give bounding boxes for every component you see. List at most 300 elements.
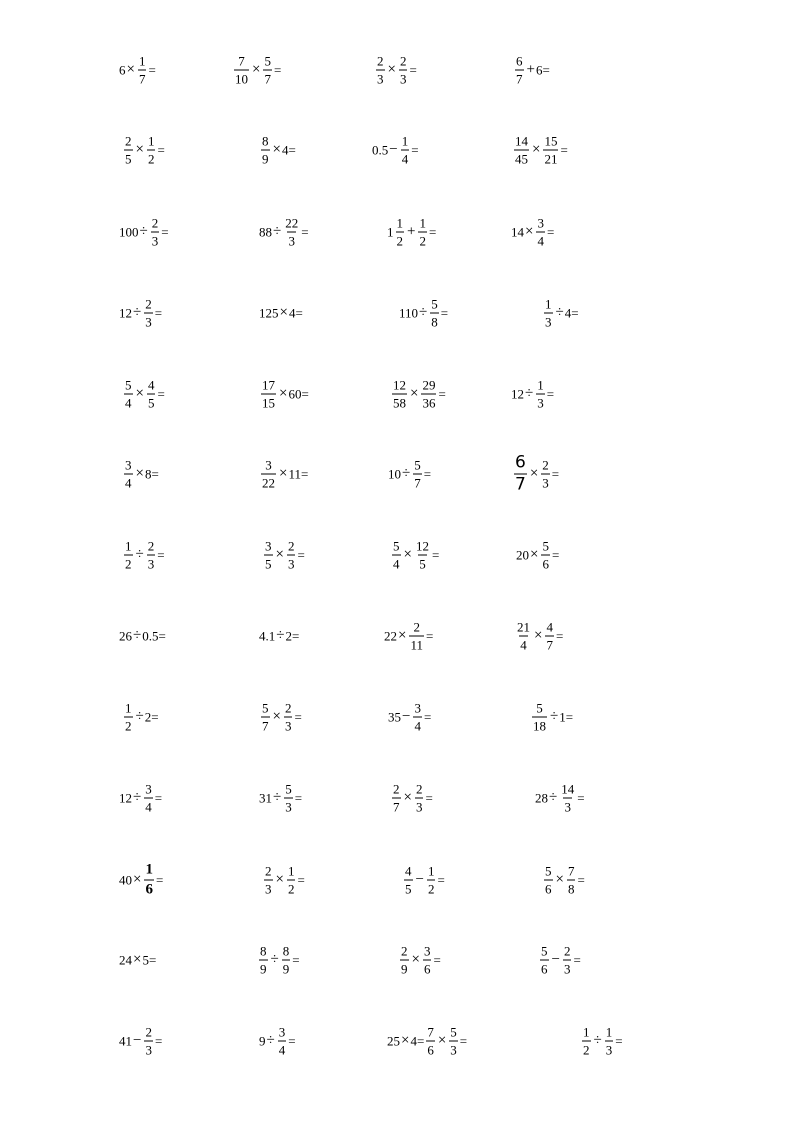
term: =	[426, 628, 434, 644]
denominator: 6	[545, 881, 552, 897]
denominator: 2	[125, 556, 132, 572]
denominator: 4	[520, 637, 527, 653]
denominator: 4	[393, 556, 400, 572]
operator: ×	[279, 304, 288, 321]
denominator: 3	[151, 233, 159, 249]
denominator: 7	[516, 71, 523, 87]
numerator: 3	[125, 457, 132, 473]
denominator: 2	[125, 718, 132, 734]
term: 5=	[142, 952, 157, 968]
numerator: 1	[537, 377, 544, 393]
term: =	[157, 547, 165, 563]
problem-r6-c3	[388, 459, 431, 490]
problem-r10-c4	[535, 783, 585, 814]
denominator: 3	[145, 1042, 152, 1058]
operator: ÷	[419, 304, 428, 321]
term: =	[555, 628, 564, 644]
fraction	[404, 865, 413, 896]
fraction	[544, 865, 553, 896]
denominator: 10	[235, 71, 248, 87]
problem-r8-c1	[119, 629, 166, 644]
denominator: 36	[422, 395, 436, 411]
problem-r2-c1	[122, 135, 165, 166]
term: =	[297, 547, 305, 563]
denominator: 4	[401, 151, 409, 167]
problem-r2-c4	[512, 135, 568, 166]
operator: ÷	[273, 789, 282, 806]
fraction	[261, 379, 276, 410]
term: =	[438, 386, 446, 402]
term: 4=	[281, 142, 296, 158]
operator: ×	[252, 61, 261, 78]
problem-r4-c4	[542, 298, 579, 329]
operator: ×	[133, 871, 142, 888]
operator: ÷	[135, 546, 144, 563]
operator: ×	[411, 951, 420, 968]
problem-r9-c1	[122, 702, 159, 733]
numerator: 14	[515, 133, 528, 149]
term: 12	[511, 386, 524, 402]
fraction	[392, 540, 401, 571]
operator: ÷	[273, 223, 282, 240]
problem-r7-c2	[262, 540, 305, 571]
problem-r6-c1	[122, 459, 159, 490]
problem-r8-c3	[384, 621, 433, 652]
term: =	[577, 872, 585, 888]
problem-r5-c1	[122, 379, 165, 410]
problem-r8-c4	[514, 621, 563, 652]
operator: −	[551, 951, 560, 968]
fraction	[415, 783, 424, 814]
denominator: 3	[542, 475, 549, 491]
term: =	[292, 952, 300, 968]
operator: ×	[525, 223, 534, 240]
numerator: 1	[605, 1024, 613, 1040]
problem-r6-c4	[512, 452, 560, 495]
denominator: 9	[260, 961, 267, 977]
term: 2=	[285, 628, 300, 644]
numerator: 1	[419, 215, 426, 231]
denominator: 3	[285, 799, 292, 815]
fraction	[124, 135, 133, 166]
numerator: 2	[377, 53, 384, 69]
operator: ÷	[133, 304, 142, 321]
denominator: 7	[138, 71, 146, 87]
problem-r4-c3	[399, 298, 448, 329]
term: =	[294, 709, 302, 725]
denominator: 2	[396, 233, 403, 249]
denominator: 9	[282, 961, 290, 977]
problem-r12-c3	[398, 945, 441, 976]
operator: +	[407, 223, 416, 240]
numerator: 5	[262, 700, 269, 716]
problem-r5-c3	[390, 379, 446, 410]
fraction	[541, 540, 550, 571]
operator: ×	[279, 385, 288, 402]
denominator: 4	[414, 718, 421, 734]
numerator: 8	[260, 943, 267, 959]
term: 2=	[144, 709, 159, 725]
problem-r11-c4	[542, 865, 585, 896]
numerator: 1	[145, 861, 153, 878]
denominator: 2	[427, 881, 435, 897]
numerator: 12	[415, 538, 429, 554]
problem-r2-c2	[259, 135, 296, 166]
fraction	[543, 135, 558, 166]
term: =	[411, 142, 419, 158]
term: =	[288, 1033, 296, 1049]
fraction	[426, 1026, 435, 1057]
term: =	[273, 62, 282, 78]
numerator: 1	[138, 53, 146, 69]
denominator: 6	[145, 881, 153, 898]
denominator: 7	[264, 71, 271, 87]
operator: ×	[403, 546, 412, 563]
denominator: 4	[278, 1042, 286, 1058]
numerator: 2	[563, 943, 571, 959]
term: 4=	[288, 305, 303, 321]
numerator: 2	[147, 538, 155, 554]
denominator: 4	[145, 799, 152, 815]
numerator: 2	[145, 296, 152, 312]
numerator: 2	[401, 943, 408, 959]
term: =	[437, 872, 445, 888]
problem-r9-c4	[530, 702, 573, 733]
term: 41	[119, 1033, 132, 1049]
operator: ×	[403, 789, 412, 806]
denominator: 6	[541, 961, 548, 977]
operator: ×	[135, 141, 144, 158]
operator: ×	[275, 546, 284, 563]
problem-r8-c2	[259, 629, 299, 644]
numerator: 1	[401, 133, 409, 149]
fraction	[124, 702, 133, 733]
term: =	[546, 224, 555, 240]
fraction	[144, 783, 153, 814]
denominator: 3	[284, 718, 292, 734]
numerator: 5	[542, 538, 549, 554]
problem-r10-c1	[119, 783, 162, 814]
denominator: 4	[537, 233, 544, 249]
term: =	[409, 62, 417, 78]
fraction	[413, 459, 422, 490]
denominator: 6	[542, 556, 549, 572]
denominator: 7	[393, 799, 400, 815]
fraction	[605, 1026, 614, 1057]
term: 100	[119, 224, 139, 240]
denominator: 7	[262, 718, 269, 734]
operator: ×	[529, 465, 539, 482]
denominator: 5	[265, 556, 272, 572]
denominator: 3	[564, 799, 571, 815]
fraction	[415, 540, 430, 571]
numerator: 15	[544, 133, 558, 149]
term: 0.5	[372, 142, 389, 158]
term: =	[157, 386, 165, 402]
numerator: 1	[427, 863, 435, 879]
fraction	[514, 452, 527, 495]
operator: ÷	[139, 223, 148, 240]
operator: ÷	[550, 708, 559, 725]
term: 6=	[535, 62, 550, 78]
numerator: 5	[264, 53, 271, 69]
operator: ×	[126, 61, 135, 78]
term: =	[155, 872, 164, 888]
term: 24	[119, 952, 132, 968]
term: 60=	[288, 386, 309, 402]
fraction	[264, 865, 273, 896]
term: =	[428, 224, 437, 240]
term: =	[301, 224, 309, 240]
numerator: 2	[413, 619, 420, 635]
operator: ×	[135, 465, 144, 482]
problem-r3-c3	[387, 217, 436, 248]
term: =	[297, 872, 305, 888]
operator: ×	[437, 1032, 447, 1049]
numerator: 1	[396, 215, 403, 231]
operator: ÷	[276, 627, 285, 644]
term: 14	[511, 224, 524, 240]
problem-r5-c4	[511, 379, 554, 410]
term: 0.5=	[142, 628, 166, 644]
fraction	[563, 945, 572, 976]
operator: ÷	[133, 627, 142, 644]
denominator: 3	[287, 556, 295, 572]
term: 8=	[144, 466, 159, 482]
term: 88	[259, 224, 272, 240]
denominator: 3	[265, 881, 272, 897]
problem-r7-c3	[390, 540, 439, 571]
term: 20	[516, 547, 529, 563]
numerator: 2	[287, 538, 295, 554]
term: =	[551, 466, 560, 482]
denominator: 4	[125, 475, 132, 491]
denominator: 3	[537, 395, 544, 411]
denominator: 3	[563, 961, 571, 977]
operator: ÷	[555, 304, 564, 321]
problem-r10-c2	[259, 783, 302, 814]
operator: ÷	[133, 789, 142, 806]
problem-r13-c1	[119, 1026, 162, 1057]
fraction	[124, 540, 133, 571]
operator: ×	[272, 708, 281, 725]
denominator: 5	[419, 556, 426, 572]
numerator: 2	[265, 863, 272, 879]
numerator: 3	[145, 781, 152, 797]
problem-r5-c2	[259, 379, 309, 410]
fraction	[536, 217, 545, 248]
term: =	[440, 305, 449, 321]
term: 1=	[559, 709, 574, 725]
fraction	[261, 459, 276, 490]
numerator: 3	[265, 538, 272, 554]
denominator: 8	[431, 314, 438, 330]
numerator: 12	[393, 377, 406, 393]
term: 110	[399, 305, 419, 321]
term: =	[546, 386, 555, 402]
fraction	[287, 865, 296, 896]
operator: ×	[410, 385, 419, 402]
numerator: 7	[567, 863, 575, 879]
operator: ÷	[266, 1032, 275, 1049]
term: =	[423, 709, 432, 725]
problem-r3-c1	[119, 217, 169, 248]
numerator: 17	[262, 377, 275, 393]
term: =	[423, 466, 432, 482]
denominator: 3	[545, 314, 552, 330]
denominator: 7	[515, 474, 526, 495]
fraction	[423, 945, 432, 976]
fraction	[418, 217, 427, 248]
term: =	[161, 224, 169, 240]
operator: ×	[272, 141, 281, 158]
term: 22	[384, 628, 397, 644]
term: =	[459, 1033, 468, 1049]
term: =	[154, 305, 163, 321]
numerator: 5	[545, 863, 552, 879]
numerator: 2	[399, 53, 407, 69]
numerator: 2	[415, 781, 423, 797]
denominator: 21	[544, 151, 558, 167]
denominator: 22	[262, 475, 275, 491]
problem-r9-c2	[259, 702, 302, 733]
fraction	[430, 298, 439, 329]
operator: −	[402, 708, 411, 725]
numerator: 6	[516, 53, 523, 69]
fraction	[376, 55, 385, 86]
problem-r13-c3	[387, 1026, 467, 1057]
term: 40	[119, 872, 132, 888]
fraction	[514, 135, 529, 166]
term: 9	[259, 1033, 266, 1049]
fraction	[392, 783, 401, 814]
problem-r11-c2	[262, 865, 305, 896]
numerator: 22	[285, 215, 299, 231]
fraction	[567, 865, 576, 896]
denominator: 5	[405, 881, 412, 897]
numerator: 21	[517, 619, 530, 635]
fraction	[287, 540, 296, 571]
denominator: 3	[399, 71, 407, 87]
denominator: 3	[377, 71, 384, 87]
fraction	[284, 702, 293, 733]
problem-r7-c1	[122, 540, 165, 571]
term: =	[148, 62, 156, 78]
numerator: 7	[427, 1024, 434, 1040]
term: 28	[535, 790, 548, 806]
denominator: 3	[605, 1042, 613, 1058]
fraction	[282, 945, 291, 976]
numerator: 14	[561, 781, 575, 797]
fraction	[409, 621, 424, 652]
denominator: 3	[145, 314, 152, 330]
problem-r3-c4	[511, 217, 554, 248]
term: 10	[388, 466, 401, 482]
operator: ÷	[525, 385, 534, 402]
fraction	[264, 540, 273, 571]
problem-r4-c1	[119, 298, 162, 329]
operator: +	[526, 61, 535, 78]
problem-r4-c2	[259, 306, 303, 321]
numerator: 4	[147, 377, 155, 393]
fraction	[516, 621, 531, 652]
denominator: 9	[262, 151, 269, 167]
term: 4.1	[259, 628, 276, 644]
term: 6	[119, 62, 126, 78]
denominator: 2	[583, 1042, 590, 1058]
operator: ÷	[270, 951, 279, 968]
term: =	[573, 952, 581, 968]
term: =	[431, 547, 440, 563]
term: =	[294, 790, 303, 806]
operator: ×	[279, 465, 288, 482]
denominator: 2	[419, 233, 426, 249]
operator: ×	[133, 951, 142, 968]
operator: −	[415, 871, 424, 888]
term: 1	[387, 224, 394, 240]
denominator: 3	[450, 1042, 457, 1058]
fraction	[392, 379, 407, 410]
fraction	[138, 55, 147, 86]
fraction	[278, 1026, 287, 1057]
fraction	[261, 135, 270, 166]
term: 25	[387, 1033, 400, 1049]
operator: ×	[135, 385, 144, 402]
denominator: 9	[401, 961, 408, 977]
fraction	[541, 459, 550, 490]
numerator: 7	[238, 53, 245, 69]
numerator: 8	[262, 133, 269, 149]
numerator: 3	[265, 457, 272, 473]
term: =	[154, 790, 163, 806]
numerator: 5	[285, 781, 292, 797]
numerator: 2	[145, 1024, 152, 1040]
problem-r6-c2	[259, 459, 308, 490]
problem-r11-c1	[119, 863, 163, 898]
denominator: 4	[125, 395, 132, 411]
fraction	[544, 298, 553, 329]
term: 12	[119, 790, 132, 806]
term: =	[157, 142, 165, 158]
numerator: 5	[414, 457, 421, 473]
fraction	[396, 217, 405, 248]
fraction	[151, 217, 160, 248]
operator: ×	[534, 627, 543, 644]
denominator: 7	[414, 475, 421, 491]
term: 4=	[410, 1033, 425, 1049]
numerator: 8	[282, 943, 290, 959]
operator: ×	[387, 61, 396, 78]
numerator: 5	[393, 538, 400, 554]
numerator: 5	[431, 296, 438, 312]
fraction	[259, 945, 268, 976]
numerator: 3	[423, 943, 431, 959]
denominator: 6	[427, 1042, 434, 1058]
operator: ×	[530, 546, 539, 563]
term: 35	[388, 709, 401, 725]
numerator: 5	[536, 700, 543, 716]
fraction	[532, 702, 547, 733]
fraction	[263, 55, 272, 86]
term: =	[551, 547, 560, 563]
problem-r1-c4	[513, 55, 550, 86]
fraction	[399, 55, 408, 86]
denominator: 15	[262, 395, 275, 411]
denominator: 18	[533, 718, 546, 734]
denominator: 45	[515, 151, 528, 167]
fraction	[545, 621, 554, 652]
fraction	[400, 945, 409, 976]
